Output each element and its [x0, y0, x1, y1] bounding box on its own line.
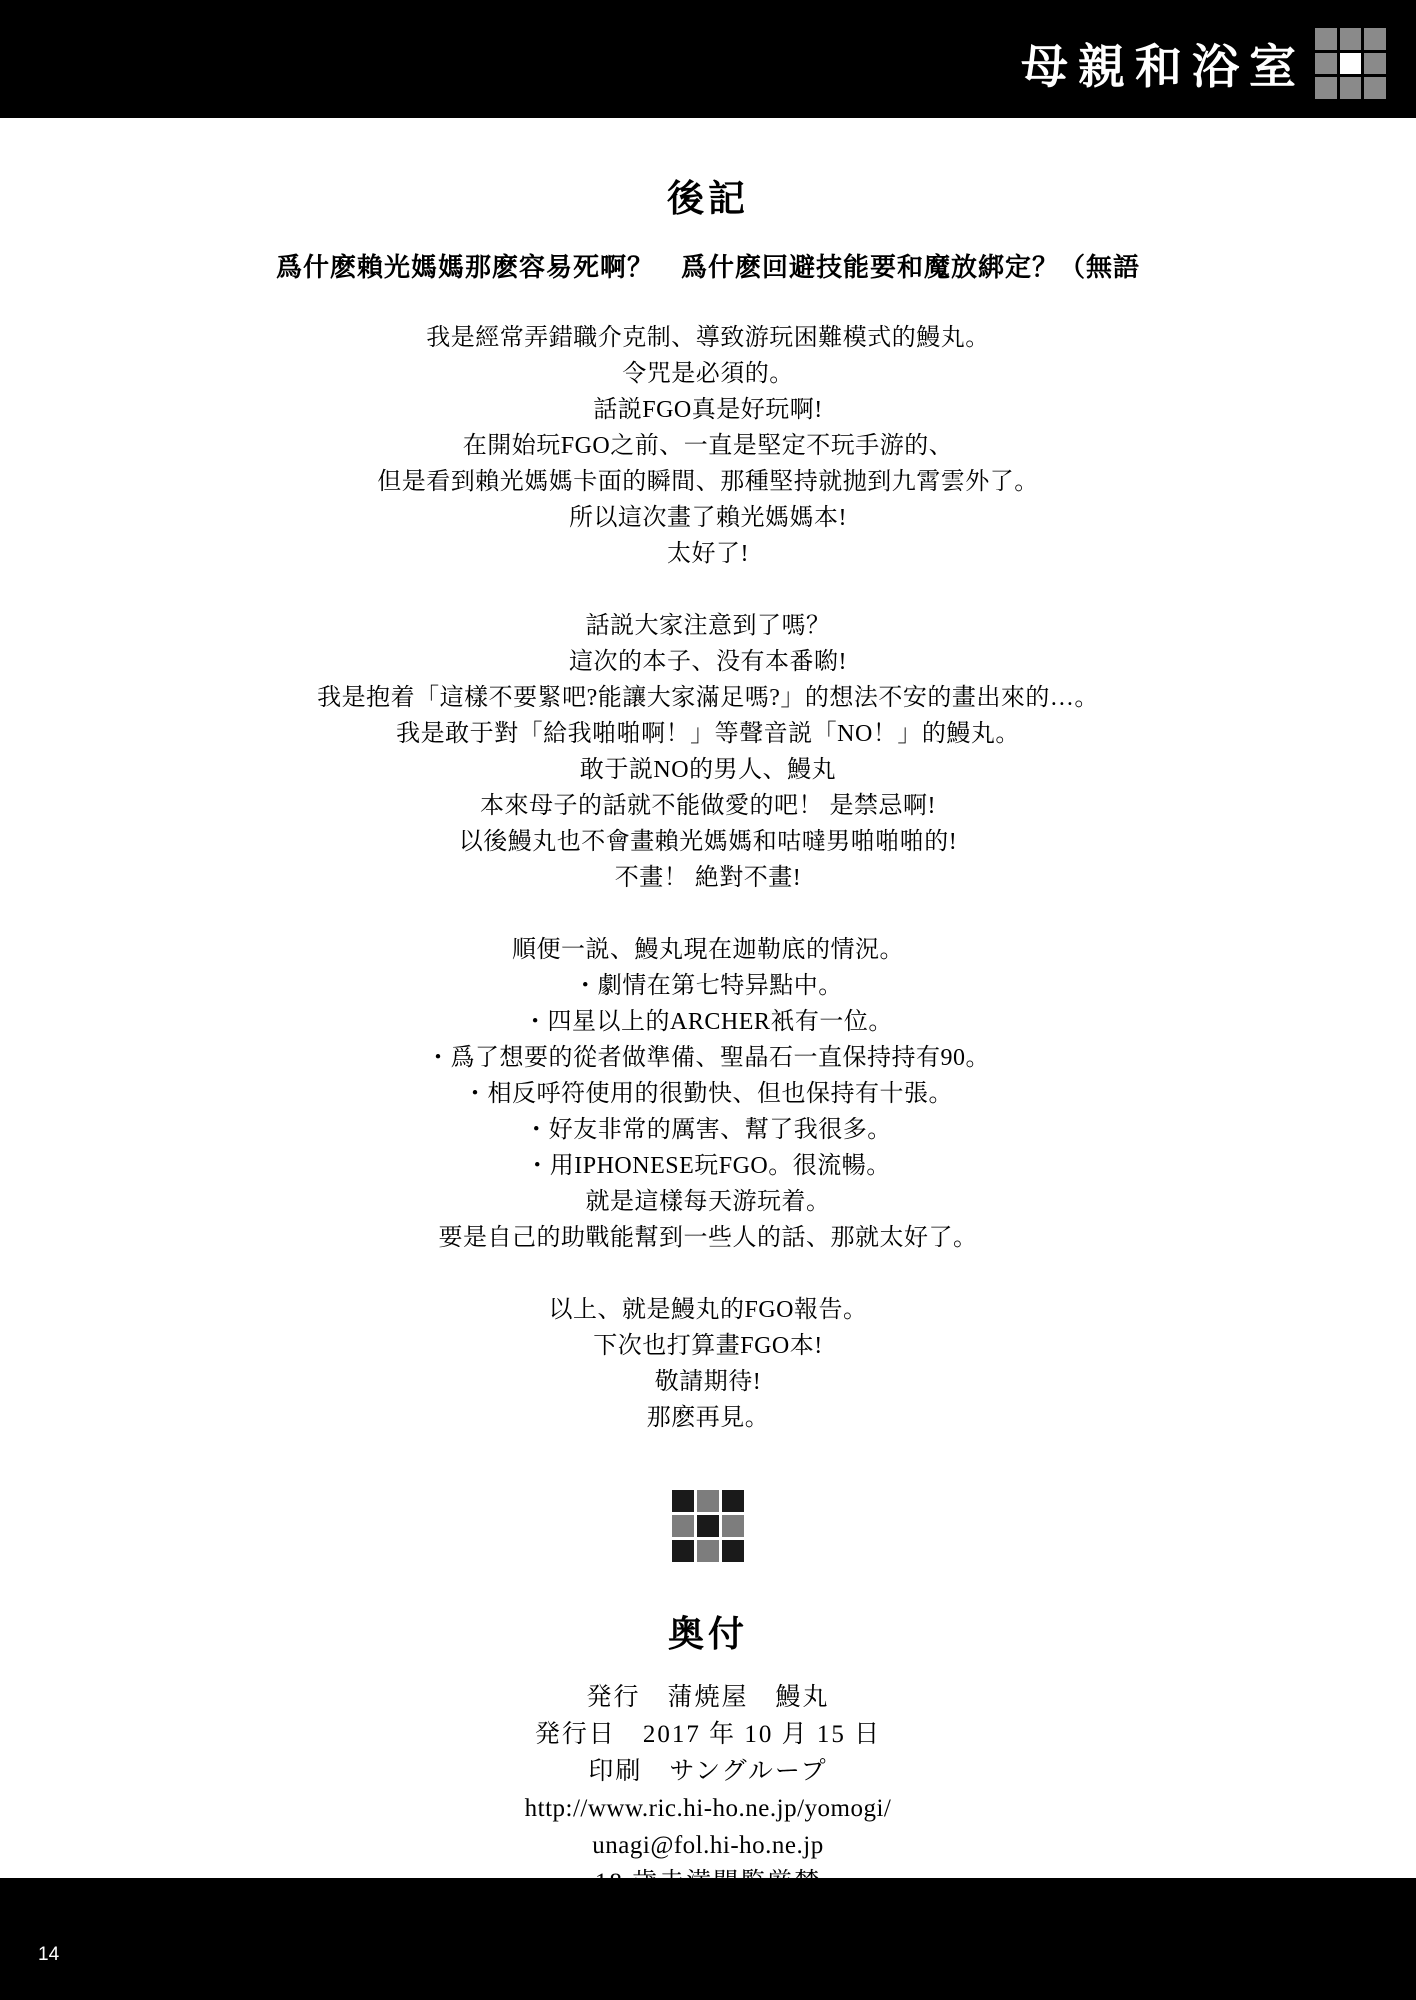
text-line: ・劇情在第七特异點中。	[573, 973, 843, 999]
text-line: 順便一説、鰻丸現在迦勒底的情況。	[512, 937, 904, 963]
afterword-paragraph	[0, 932, 1416, 1256]
divider-mark	[0, 1490, 1416, 1562]
grid-3x3-icon	[672, 1490, 744, 1562]
document-body	[0, 118, 1416, 1938]
colophon-heading: 奥付	[667, 1614, 748, 1654]
text-line: 那麽再見。	[646, 1405, 770, 1431]
colophon-website[interactable]: http://www.ric.hi-ho.ne.jp/yomogi/	[524, 1795, 892, 1822]
text-line: ・相反呼符使用的很勤快、但也保持有十張。	[463, 1081, 953, 1107]
text-line: 太好了!	[667, 541, 749, 567]
grid-3x3-icon	[1315, 28, 1386, 99]
afterword-subheading: 爲什麽賴光媽媽那麽容易死啊？ 爲什麽回避技能要和魔放綁定？（無語	[275, 253, 1140, 282]
colophon-age-notice: 18 歳未満閲覧厳禁	[594, 1869, 822, 1896]
text-line: 下次也打算畫FGO本!	[593, 1333, 823, 1359]
text-line: 不畫！ 絶對不畫!	[614, 865, 802, 891]
text-line: 這次的本子、没有本番喲!	[569, 649, 847, 675]
text-line: 但是看到賴光媽媽卡面的瞬間、那種堅持就抛到九霄雲外了。	[377, 469, 1039, 495]
text-line: 我是敢于對「給我啪啪啊！」等聲音説「NO！」的鰻丸。	[396, 721, 1020, 747]
page-title: 母親和浴室	[1021, 40, 1306, 95]
text-line: 就是這樣每天游玩着。	[585, 1189, 831, 1215]
text-line: 敬請期待!	[654, 1369, 762, 1395]
text-line: 所以這次畫了賴光媽媽本!	[569, 505, 847, 531]
text-line: 要是自己的助戰能幫到一些人的話、那就太好了。	[438, 1225, 978, 1251]
text-line: ・用IPHONESE玩FGO。很流暢。	[525, 1153, 891, 1179]
afterword-paragraph	[0, 1292, 1416, 1436]
colophon-publisher: 発行 蒲焼屋 鰻丸	[586, 1684, 830, 1711]
colophon-printer: 印刷 サングループ	[588, 1758, 828, 1785]
header-band	[0, 0, 1416, 118]
text-line: 令咒是必須的。	[622, 361, 794, 387]
text-line: 以上、就是鰻丸的FGO報告。	[548, 1297, 868, 1323]
colophon-reprint-notice: 無断転載厳禁	[626, 1906, 789, 1933]
text-line: 敢于説NO的男人、鰻丸	[579, 757, 837, 783]
text-line: 本來母子的話就不能做愛的吧！ 是禁忌啊!	[480, 793, 936, 819]
text-line: 以後鰻丸也不會畫賴光媽媽和咕噠男啪啪啪的!	[458, 829, 958, 855]
colophon-block	[0, 1679, 1416, 1938]
text-line: ・好友非常的厲害、幫了我很多。	[524, 1117, 892, 1143]
afterword-heading: 後記	[667, 179, 749, 220]
afterword-paragraph	[0, 608, 1416, 896]
colophon-email[interactable]: unagi@fol.hi-ho.ne.jp	[592, 1832, 824, 1859]
text-line: 話説大家注意到了嗎？	[585, 613, 831, 639]
text-line: ・四星以上的ARCHER衹有一位。	[523, 1009, 893, 1035]
colophon-date: 発行日 2017 年 10 月 15 日	[534, 1721, 882, 1748]
text-line: 我是經常弄錯職介克制、導致游玩困難模式的鰻丸。	[426, 325, 990, 351]
text-line: 我是抱着「這樣不要緊吧?能讓大家滿足嗎?」的想法不安的畫出來的…。	[317, 685, 1099, 711]
afterword-paragraph	[0, 320, 1416, 572]
text-line: ・爲了想要的從者做準備、聖晶石一直保持持有90。	[426, 1045, 990, 1071]
text-line: 在開始玩FGO之前、一直是堅定不玩手游的、	[462, 433, 954, 459]
text-line: 話説FGO真是好玩啊!	[593, 397, 823, 423]
page-number: 14	[38, 1944, 60, 1965]
